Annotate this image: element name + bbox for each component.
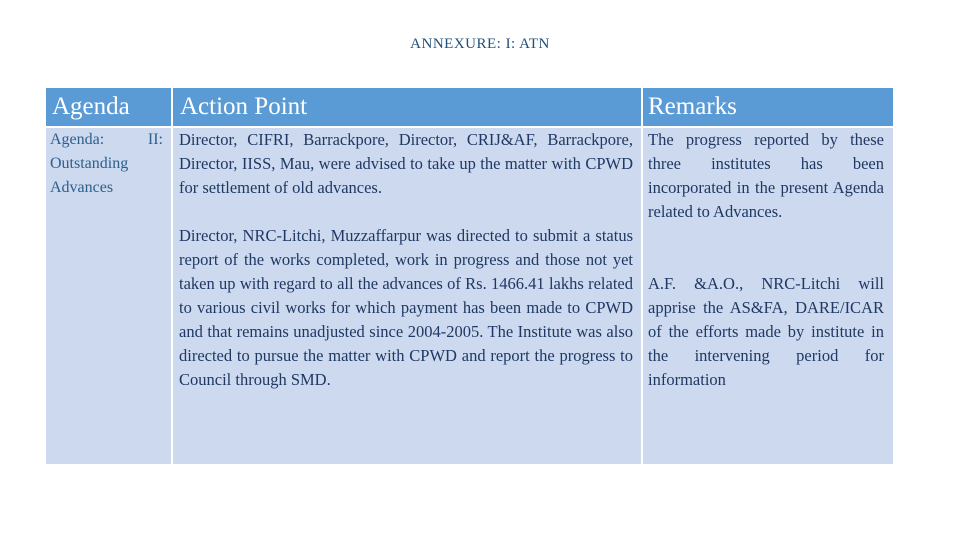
remark-1: The progress reported by these three institutes has been incorporated in the present Agenda related to Advances. — [648, 130, 884, 221]
cell-remarks — [643, 128, 893, 464]
agenda-text: Agenda: II: Outstanding Advances — [50, 131, 163, 196]
cell-agenda — [46, 128, 171, 464]
atn-table — [46, 88, 893, 464]
action-point-1: Director, CIFRI, Barrackpore, Director, CRIJ&AF, Barrackpore, Director, IISS, Mau, were advised to take up the matter with CPWD for settlement of old advances. — [179, 130, 633, 197]
header-remarks: Remarks — [643, 88, 893, 126]
cell-action-point — [173, 128, 641, 464]
remark-2: A.F. &A.O., NRC-Litchi will apprise the AS&FA, DARE/ICAR of the efforts made by institute in the intervening period for information — [648, 274, 884, 389]
page-title: ANNEXURE: I: ATN — [410, 36, 550, 52]
header-action-point: Action Point — [173, 88, 641, 126]
action-point-2: Director, NRC-Litchi, Muzzaffarpur was directed to submit a status report of the works completed, work in progress and those not yet taken up with regard to all the advances of Rs. 1466.41 lakhs related to various civil works for which payment has been made to CPWD and that remains unadjusted since 2004-2005. The Institute was also directed to pursue the matter with CPWD and report the progress to Council through SMD. — [179, 226, 633, 389]
header-agenda: Agenda — [46, 88, 171, 126]
